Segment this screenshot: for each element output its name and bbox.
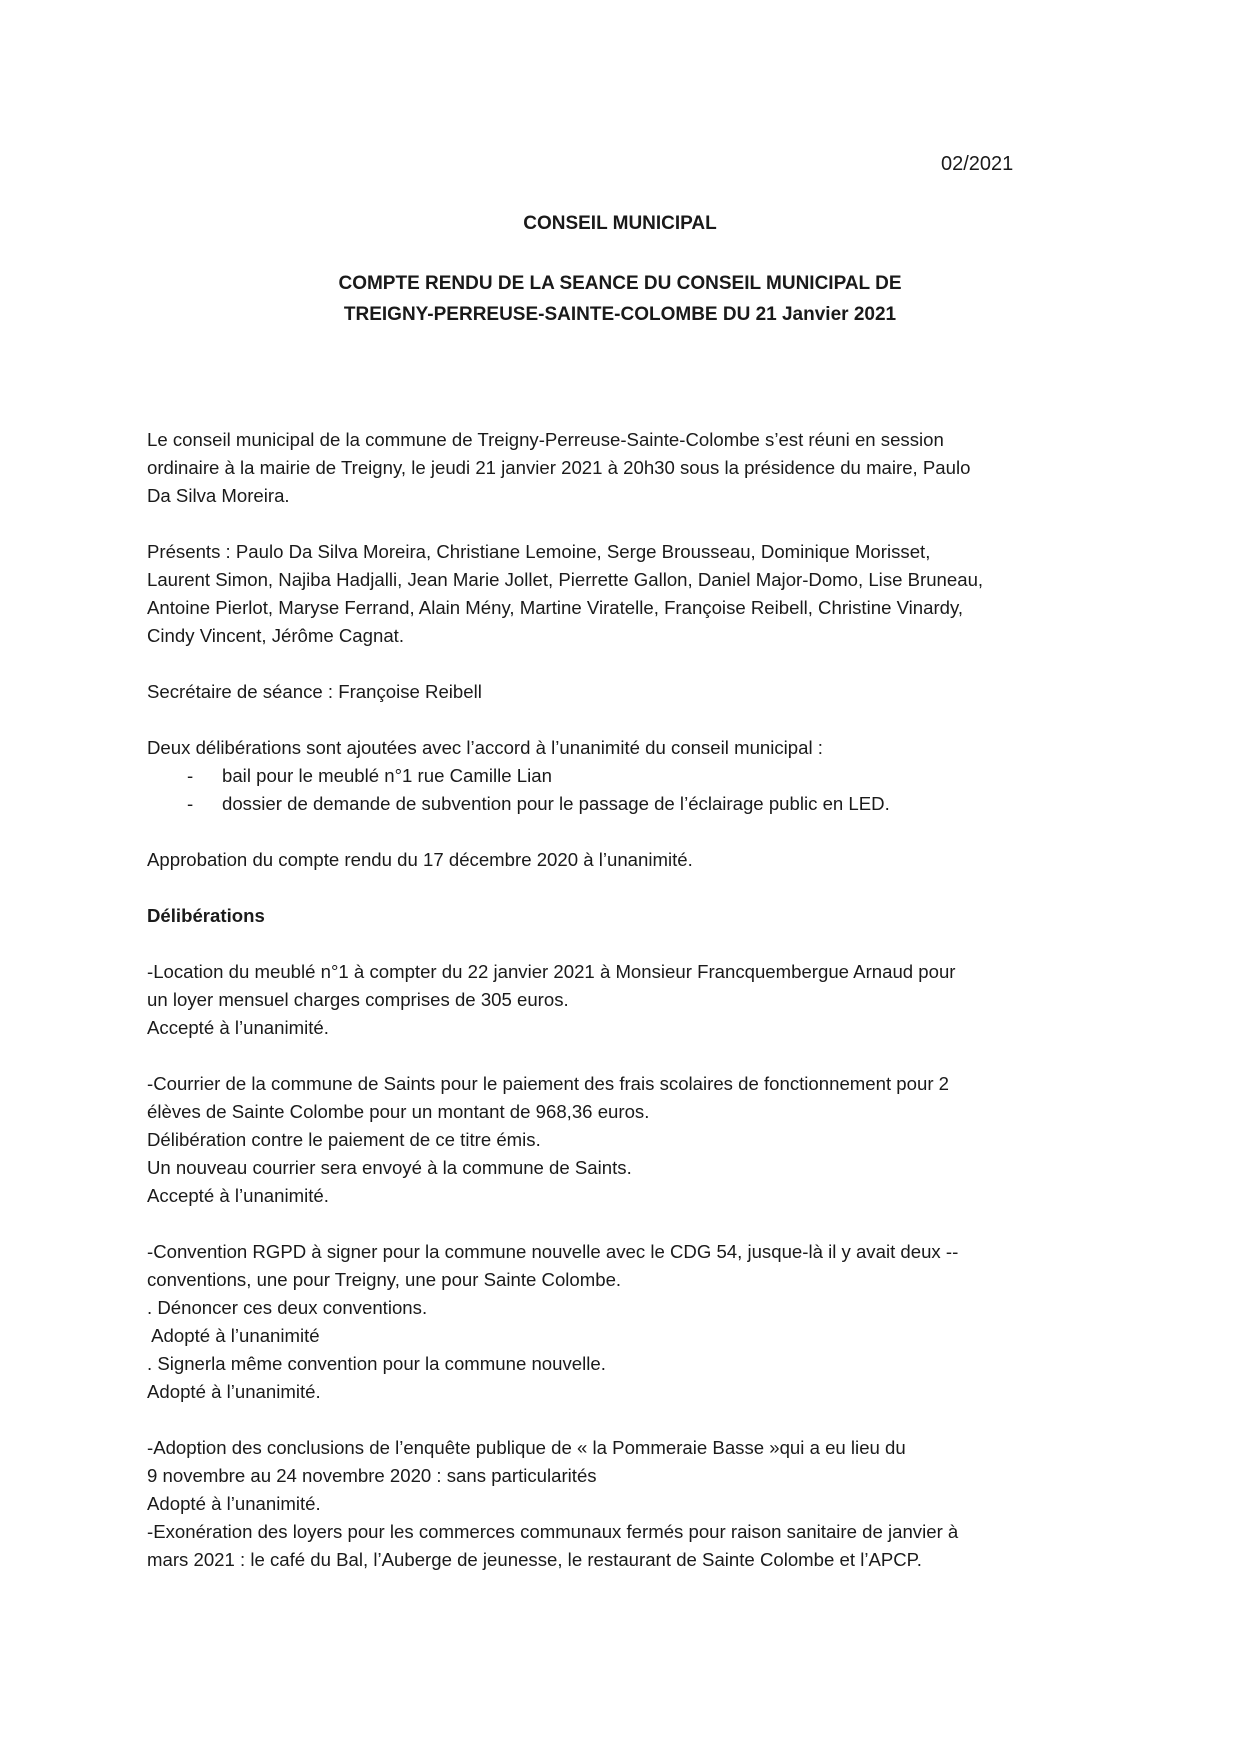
additions-intro: Deux délibérations sont ajoutées avec l’accord à l’unanimité du conseil municipal : <box>147 737 823 758</box>
deliberation-line: Adopté à l’unanimité. <box>147 1493 321 1514</box>
intro-line: Le conseil municipal de la commune de Treigny-Perreuse-Sainte-Colombe s’est réuni en session <box>147 429 944 450</box>
deliberation-line: Délibération contre le paiement de ce titre émis. <box>147 1129 541 1150</box>
additions-item-text: bail pour le meublé n°1 rue Camille Lian <box>222 765 552 786</box>
presents-paragraph <box>147 538 1107 650</box>
approval-paragraph <box>147 846 1107 874</box>
deliberation-line: élèves de Sainte Colombe pour un montant de 968,36 euros. <box>147 1101 650 1122</box>
presents-line: Cindy Vincent, Jérôme Cagnat. <box>147 625 405 646</box>
additions-list-item <box>147 790 1107 818</box>
deliberation-1 <box>147 958 1107 1042</box>
intro-line: Da Silva Moreira. <box>147 485 290 506</box>
deliberation-line: -Convention RGPD à signer pour la commune nouvelle avec le CDG 54, jusque-là il y avait deux -- <box>147 1241 959 1262</box>
additions-item-text: dossier de demande de subvention pour le passage de l’éclairage public en LED. <box>222 793 890 814</box>
presents-line: Laurent Simon, Najiba Hadjalli, Jean Marie Jollet, Pierrette Gallon, Daniel Major-Domo, Lise Bruneau, <box>147 569 984 590</box>
deliberation-line: . Dénoncer ces deux conventions. <box>147 1297 428 1318</box>
list-dash: - <box>187 765 194 786</box>
deliberations-heading: Délibérations <box>147 905 265 926</box>
intro-line: ordinaire à la mairie de Treigny, le jeudi 21 janvier 2021 à 20h30 sous la présidence du maire, Paulo <box>147 457 971 478</box>
presents-line: Antoine Pierlot, Maryse Ferrand, Alain Mény, Martine Viratelle, Françoise Reibell, Christine Vinardy, <box>147 597 964 618</box>
deliberation-line: Adopté à l’unanimité. <box>147 1381 321 1402</box>
additions-list-item <box>147 762 1107 790</box>
list-dash: - <box>187 793 194 814</box>
deliberation-line: Accepté à l’unanimité. <box>147 1185 329 1206</box>
deliberation-line: . Signerla même convention pour la commune nouvelle. <box>147 1353 606 1374</box>
secretary-line: Secrétaire de séance : Françoise Reibell <box>147 681 482 702</box>
deliberation-line: Un nouveau courrier sera envoyé à la commune de Saints. <box>147 1157 632 1178</box>
deliberations-section <box>147 902 1107 930</box>
deliberation-line: -Location du meublé n°1 à compter du 22 janvier 2021 à Monsieur Francquembergue Arnaud pour <box>147 961 956 982</box>
document-title: CONSEIL MUNICIPAL <box>523 213 717 234</box>
deliberation-line: -Adoption des conclusions de l’enquête publique de « la Pommeraie Basse »qui a eu lieu du <box>147 1437 906 1458</box>
deliberation-line: -Courrier de la commune de Saints pour le paiement des frais scolaires de fonctionnement pour 2 <box>147 1073 950 1094</box>
secretary-paragraph <box>147 678 1107 706</box>
deliberation-line: un loyer mensuel charges comprises de 305 euros. <box>147 989 569 1010</box>
additions-paragraph <box>147 734 1107 818</box>
deliberation-line: Accepté à l’unanimité. <box>147 1017 329 1038</box>
deliberation-2 <box>147 1070 1107 1210</box>
deliberation-line: Adopté à l’unanimité <box>147 1325 320 1346</box>
deliberation-line: -Exonération des loyers pour les commerces communaux fermés pour raison sanitaire de janvier à <box>147 1521 959 1542</box>
deliberation-line: mars 2021 : le café du Bal, l’Auberge de jeunesse, le restaurant de Sainte Colombe et l’APCP. <box>147 1549 922 1570</box>
intro-paragraph <box>147 426 1107 510</box>
approval-line: Approbation du compte rendu du 17 décembre 2020 à l’unanimité. <box>147 849 693 870</box>
document-reference: 02/2021 <box>941 153 1014 175</box>
deliberation-line: conventions, une pour Treigny, une pour Sainte Colombe. <box>147 1269 622 1290</box>
document-subtitle-line-1: COMPTE RENDU DE LA SEANCE DU CONSEIL MUNICIPAL DE <box>338 273 902 294</box>
deliberation-line: 9 novembre au 24 novembre 2020 : sans particularités <box>147 1465 597 1486</box>
presents-line: Présents : Paulo Da Silva Moreira, Christiane Lemoine, Serge Brousseau, Dominique Morisset, <box>147 541 931 562</box>
deliberation-4 <box>147 1434 1107 1574</box>
deliberation-3 <box>147 1238 1107 1406</box>
document-subtitle-line-2: TREIGNY-PERREUSE-SAINTE-COLOMBE DU 21 Janvier 2021 <box>343 304 897 325</box>
